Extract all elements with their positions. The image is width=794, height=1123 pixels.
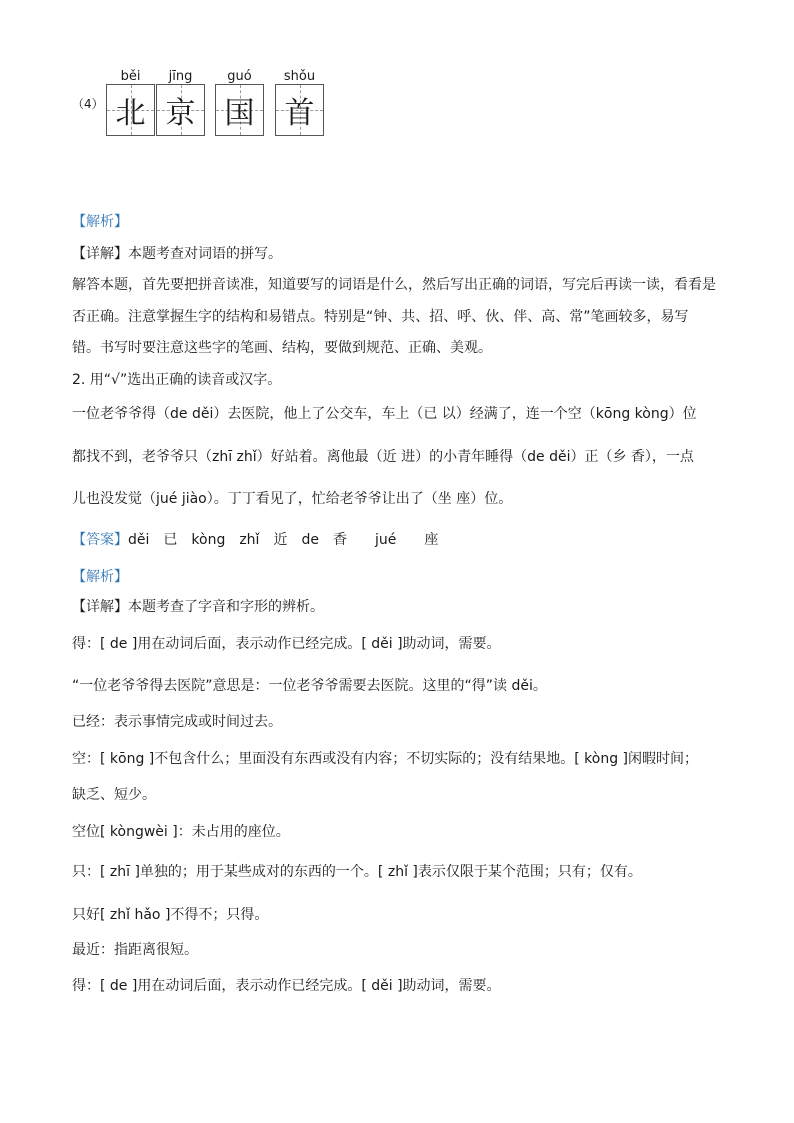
- question-2-passage-line: 一位老爷爷得（de děi）去医院，他上了公交车，车上（已 以）经满了，连一个空（kōng kòng）位: [72, 406, 697, 422]
- hanzi: 北: [115, 96, 146, 131]
- answer-item: 座: [424, 532, 439, 548]
- hanzi: 首: [284, 96, 315, 131]
- analysis-line: 解答本题，首先要把拼音读准，知道要写的词语是什么，然后写出正确的词语，写完后再读一读，看看是: [72, 277, 716, 293]
- answer-item: kòng: [191, 532, 226, 548]
- answer-item: jué: [374, 532, 397, 548]
- pinyin: shǒu: [283, 69, 316, 84]
- hanzi: 国: [224, 96, 255, 131]
- answer-label: 【答案】: [72, 532, 128, 548]
- question-4-label: （4）: [72, 97, 104, 111]
- hanzi: 京: [165, 96, 196, 131]
- tian-grid-box: [156, 84, 205, 136]
- question-2-title: 2. 用“√”选出正确的读音或汉字。: [72, 372, 282, 388]
- analysis-line: 只好[ zhǐ hǎo ]不得不；只得。: [72, 907, 269, 923]
- question-2-passage-line: 儿也没发觉（jué jiào）。丁丁看见了，忙给老爷爷让出了（坐 座）位。: [72, 491, 513, 507]
- tian-grid-box: [275, 84, 324, 136]
- analysis-line: 已经：表示事情完成或时间过去。: [72, 714, 282, 730]
- analysis-line: “一位老爷爷得去医院”意思是：一位老爷爷需要去医院。这里的“得”读 děi。: [72, 678, 547, 694]
- analysis-line: 缺乏、短少。: [72, 787, 156, 803]
- analysis-heading: 【解析】: [72, 569, 128, 585]
- question-2-passage-line: 都找不到，老爷爷只（zhī zhǐ）好站着。离他最（近 进）的小青年睡得（de děi）正（乡 香），一点: [72, 449, 694, 465]
- answer-item: 香: [332, 532, 347, 548]
- answer-item: děi: [128, 532, 150, 548]
- analysis-line: 只：[ zhī ]单独的；用于某些成对的东西的一个。[ zhǐ ]表示仅限于某个范围；只有；仅有。: [72, 864, 642, 880]
- analysis-line: 错。书写时要注意这些字的笔画、结构，要做到规范、正确、美观。: [72, 340, 492, 356]
- pinyin: guó: [227, 69, 252, 84]
- analysis-line: 空：[ kōng ]不包含什么；里面没有东西或没有内容；不切实际的；没有结果地。[ kòng ]闲暇时间；: [72, 751, 699, 767]
- answer-item: de: [301, 532, 319, 548]
- tian-grid-box: [106, 84, 155, 136]
- tian-grid-box: [215, 84, 264, 136]
- pinyin: běi: [120, 69, 141, 84]
- answer-item: 已: [163, 532, 178, 548]
- answer-line: [72, 531, 438, 549]
- analysis-line: 最近：指距离很短。: [72, 942, 198, 958]
- analysis-line: 否正确。注意掌握生字的结构和易错点。特别是“钟、共、招、呼、伙、伴、高、常”笔画较多，易写: [72, 309, 689, 325]
- analysis-heading: 【解析】: [72, 214, 128, 230]
- pinyin: jīng: [168, 69, 193, 84]
- answer-item: 近: [273, 532, 288, 548]
- analysis-line: 得：[ de ]用在动词后面，表示动作已经完成。[ děi ]助动词，需要。: [72, 978, 501, 994]
- analysis-detail: 【详解】本题考查对词语的拼写。: [72, 246, 282, 262]
- analysis-line: 空位[ kòngwèi ]：未占用的座位。: [72, 824, 290, 840]
- analysis-line: 得：[ de ]用在动词后面，表示动作已经完成。[ děi ]助动词，需要。: [72, 636, 501, 652]
- analysis-detail: 【详解】本题考查了字音和字形的辨析。: [72, 599, 324, 615]
- answer-item: zhǐ: [239, 532, 260, 548]
